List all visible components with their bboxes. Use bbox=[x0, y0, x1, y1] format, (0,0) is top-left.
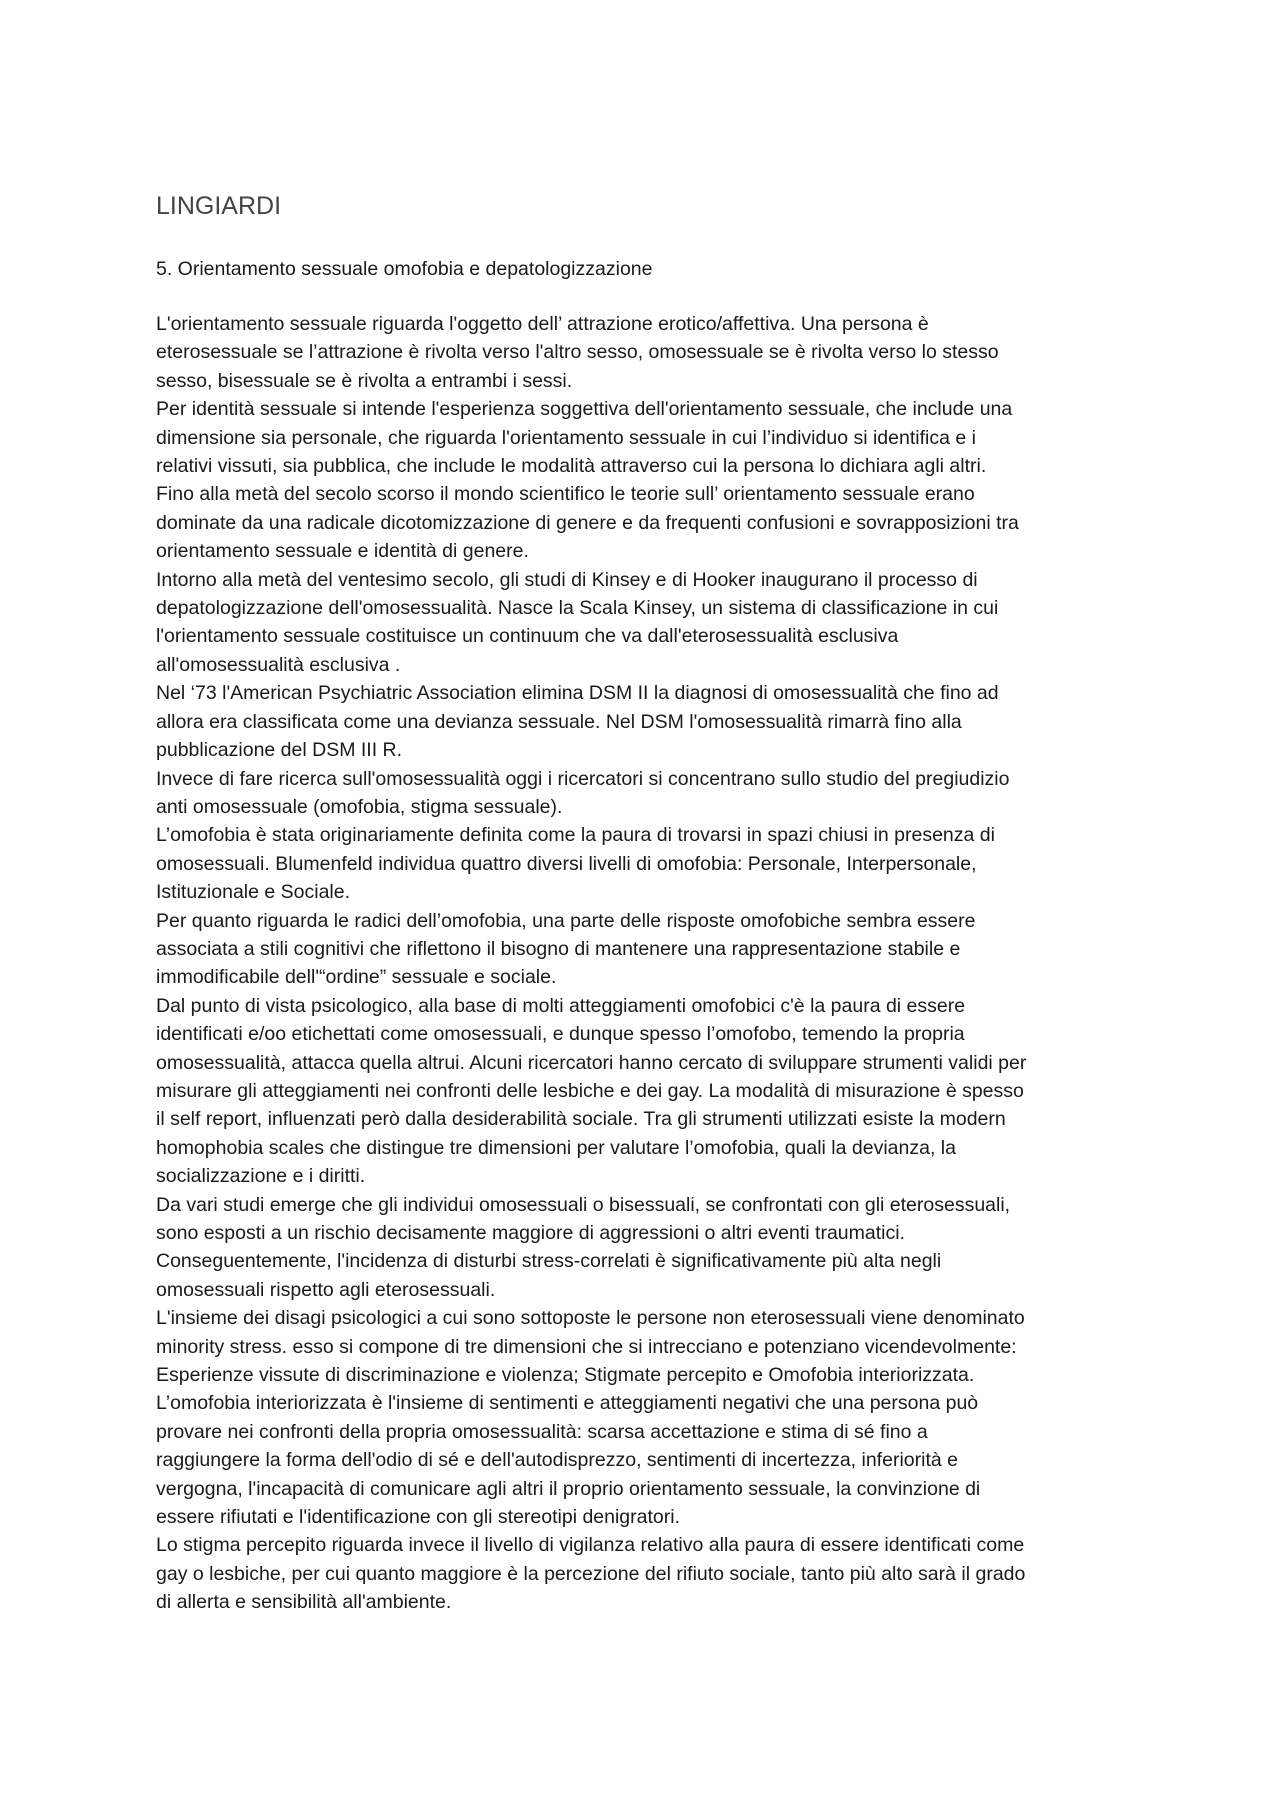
paragraph: L’omofobia interiorizzata è l'insieme di sentimenti e atteggiamenti negativi che una persona può provare nei confronti della propria omosessualità: scarsa accettazione e stima di sé fino a raggiungere la forma dell'odio di sé e dell'autodisprezzo, sentimenti di incertezza, inferiorità e vergogna, l'incapacità di comunicare agli altri il proprio orientamento sessuale, la convinzione di essere rifiutati e l'identificazione con gli stereotipi denigratori. bbox=[156, 1392, 981, 1529]
paragraph: Lo stigma percepito riguarda invece il livello di vigilanza relativo alla paura di essere identificati come gay o lesbiche, per cui quanto maggiore è la percezione del rifiuto sociale, tanto più alto sarà il grado di allerta e sensibilità all'ambiente. bbox=[156, 1534, 1026, 1614]
paragraph: Fino alla metà del secolo scorso il mondo scientifico le teorie sull’ orientamento sessuale erano dominate da una radicale dicotomizzazione di genere e da frequenti confusioni e sovrapposizioni tra orientamento sessuale e identità di genere. bbox=[156, 483, 1019, 563]
document-title: LINGIARDI bbox=[156, 192, 282, 220]
paragraph: L’omofobia è stata originariamente definita come la paura di trovarsi in spazi chiusi in presenza di omosessuali. Blumenfeld individua quattro diversi livelli di omofobia: Personale, Interpersonale, Istituzionale e Sociale. bbox=[156, 824, 995, 904]
paragraph: Invece di fare ricerca sull'omosessualità oggi i ricercatori si concentrano sullo studio del pregiudizio anti omosessuale (omofobia, stigma sessuale). bbox=[156, 767, 1010, 818]
paragraph: Da vari studi emerge che gli individui omosessuali o bisessuali, se confrontati con gli eterosessuali, sono esposti a un rischio decisamente maggiore di aggressioni o altri eventi traumatici. Conseguentemente, l'incidenza di disturbi stress-correlati è significativamente più alta negli omosessuali rispetto agli eterosessuali. bbox=[156, 1193, 1011, 1301]
paragraph: L'insieme dei disagi psicologici a cui sono sottoposte le persone non eterosessuali viene denominato minority stress. esso si compone di tre dimensioni che si intrecciano e potenziano vicendevolmente: Esperienze vissute di discriminazione e violenza; Stigmate percepito e Omofobia interiorizzata. bbox=[156, 1307, 1025, 1387]
paragraph: Nel ‘73 l'American Psychiatric Association elimina DSM II la diagnosi di omosessualità che fino ad allora era classificata come una devianza sessuale. Nel DSM l'omosessualità rimarrà fino alla pubblicazione del DSM III R. bbox=[156, 682, 999, 762]
paragraph: Per identità sessuale si intende l'esperienza soggettiva dell'orientamento sessuale, che include una dimensione sia personale, che riguarda l'orientamento sessuale in cui l’individuo si identifica e i relativi vissuti, sia pubblica, che include le modalità attraverso cui la persona lo dichiara agli altri. bbox=[156, 398, 1013, 478]
document-page bbox=[156, 190, 1156, 1617]
paragraph: Intorno alla metà del ventesimo secolo, gli studi di Kinsey e di Hooker inaugurano il processo di depatologizzazione dell'omosessualità. Nasce la Scala Kinsey, un sistema di classificazione in cui l'orientamento sessuale costituisce un continuum che va dall'eterosessualità esclusiva all'omosessualità esclusiva . bbox=[156, 568, 999, 676]
section-title: 5. Orientamento sessuale omofobia e depatologizzazione bbox=[156, 258, 653, 280]
paragraph: Per quanto riguarda le radici dell’omofobia, una parte delle risposte omofobiche sembra essere associata a stili cognitivi che riflettono il bisogno di mantenere una rappresentazione stabile e immodificabile dell'“ordine” sessuale e sociale. bbox=[156, 909, 976, 989]
document-body bbox=[156, 310, 1156, 1617]
paragraph: L'orientamento sessuale riguarda l'oggetto dell’ attrazione erotico/affettiva. Una persona è eterosessuale se l’attrazione è rivolta verso l'altro sesso, omosessuale se è rivolta verso lo stesso sesso, bisessuale se è rivolta a entrambi i sessi. bbox=[156, 313, 999, 392]
paragraph: Dal punto di vista psicologico, alla base di molti atteggiamenti omofobici c'è la paura di essere identificati e/oo etichettati come omosessuali, e dunque spesso l’omofobo, temendo la propria omosessualità, attacca quella altrui. Alcuni ricercatori hanno cercato di sviluppare strumenti validi per misurare gli atteggiamenti nei confronti delle lesbiche e dei gay. La modalità di misurazione è spesso il self report, influenzati però dalla desiderabilità sociale. Tra gli strumenti utilizzati esiste la modern homophobia scales che distingue tre dimensioni per valutare l’omofobia, quali la devianza, la socializzazione e i diritti. bbox=[156, 994, 1027, 1188]
